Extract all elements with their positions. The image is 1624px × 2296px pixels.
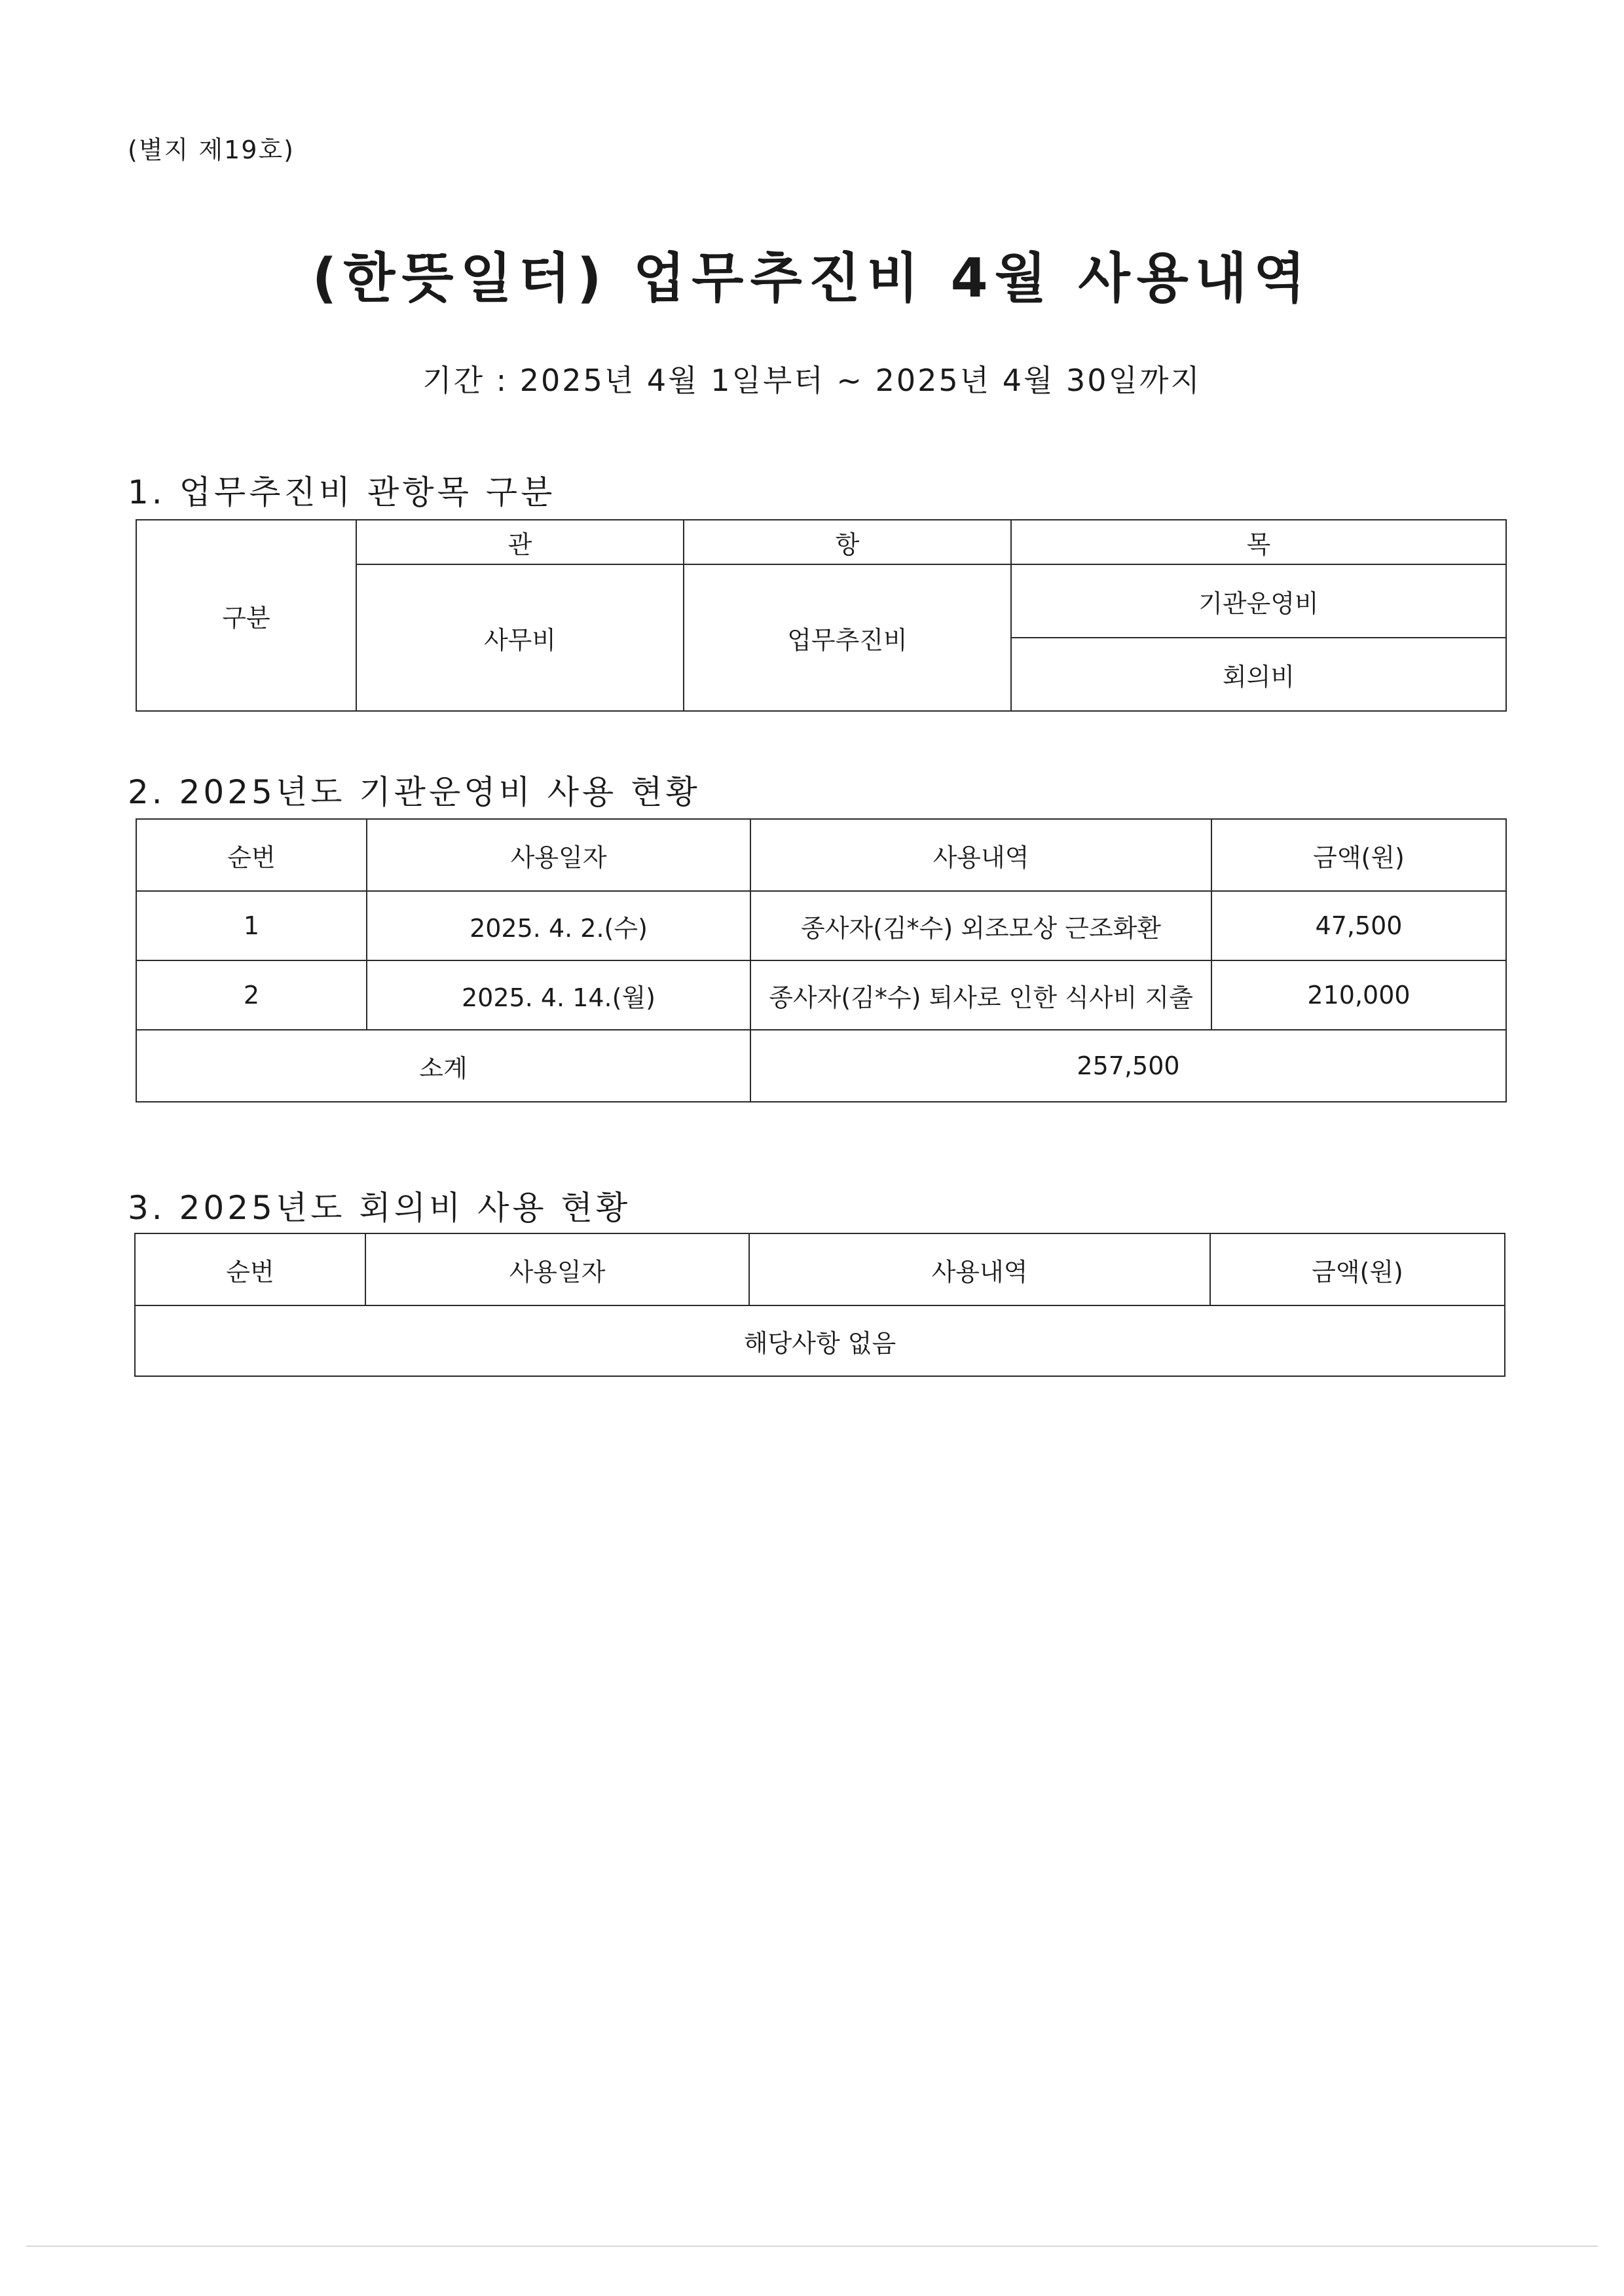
row-desc: 종사자(김*수) 외조모상 근조화환 [750, 891, 1211, 960]
row-amount: 210,000 [1211, 960, 1506, 1030]
row-amount: 47,500 [1211, 891, 1506, 960]
row-desc: 종사자(김*수) 퇴사로 인한 식사비 지출 [750, 960, 1211, 1030]
section2-title: 2. 2025년도 기관운영비 사용 현황 [128, 773, 701, 811]
header-date: 사용일자 [365, 1233, 749, 1305]
empty-notice: 해당사항 없음 [135, 1305, 1505, 1376]
header-desc: 사용내역 [750, 819, 1211, 891]
header-desc: 사용내역 [749, 1233, 1210, 1305]
gwan-header: 관 [356, 520, 684, 564]
mok-header: 목 [1011, 520, 1506, 564]
hang-value: 업무추진비 [684, 564, 1011, 711]
scan-edge-line [26, 2246, 1598, 2247]
header-amount: 금액(원) [1211, 819, 1506, 891]
section3-title: 3. 2025년도 회의비 사용 현황 [128, 1189, 631, 1227]
row-date: 2025. 4. 2.(수) [367, 891, 750, 960]
header-date: 사용일자 [367, 819, 750, 891]
mok-value-1: 기관운영비 [1011, 564, 1506, 638]
subtotal-value: 257,500 [750, 1030, 1506, 1102]
meeting-expense-table [134, 1233, 1505, 1377]
period-line: 기간 : 2025년 4월 1일부터 ~ 2025년 4월 30일까지 [422, 363, 1202, 398]
header-amount: 금액(원) [1210, 1233, 1505, 1305]
table-row [136, 891, 1506, 960]
table-row [136, 960, 1506, 1030]
classification-table [136, 519, 1507, 712]
row-no: 2 [136, 960, 367, 1030]
header-no: 순번 [135, 1233, 365, 1305]
classification-row-header: 구분 [136, 520, 356, 711]
gwan-value: 사무비 [356, 564, 684, 711]
operating-expense-table [136, 818, 1507, 1102]
section1-title: 1. 업무추진비 관항목 구분 [128, 473, 556, 511]
row-date: 2025. 4. 14.(월) [367, 960, 750, 1030]
mok-value-2: 회의비 [1011, 638, 1506, 711]
hang-header: 항 [684, 520, 1011, 564]
subtotal-label: 소계 [136, 1030, 750, 1102]
form-number: (별지 제19호) [128, 136, 295, 164]
row-no: 1 [136, 891, 367, 960]
document-title: (한뜻일터) 업무추진비 4월 사용내역 [312, 247, 1312, 310]
header-no: 순번 [136, 819, 367, 891]
